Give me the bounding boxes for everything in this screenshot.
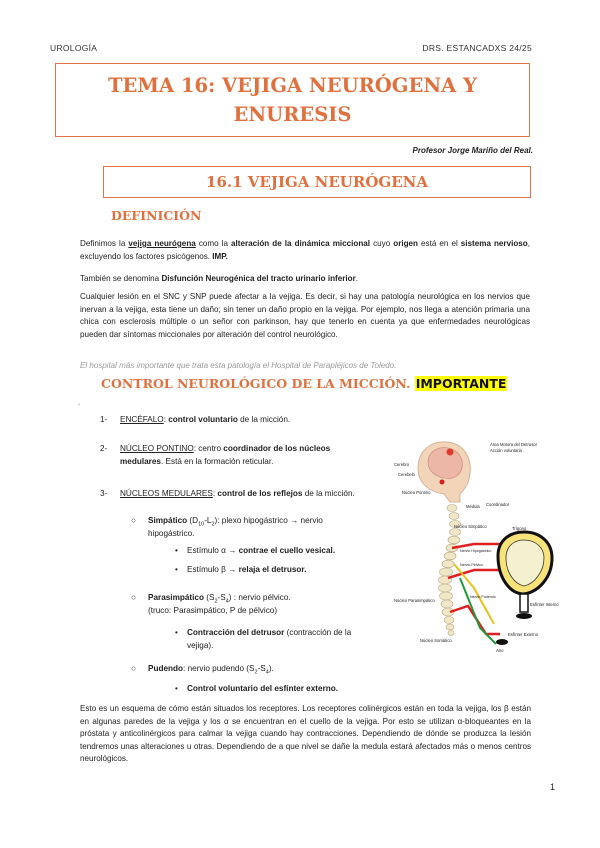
list-item-parasimpatico-truco: (truco: Parasimpático, P de pélvico) (148, 606, 278, 615)
urethra (520, 594, 528, 612)
list-item-parasimpatico: ○ Parasimpático $(S_2-S_4)$ : nervio pélvico. (131, 593, 291, 605)
neuro-control-figure (390, 428, 560, 668)
list-item-pudendo: ○ Pudendo: nervio pudendo $(S_2-S_4)$. (131, 664, 274, 676)
label-trigono: Trígono (512, 526, 527, 531)
bullet-icon: • (175, 684, 178, 693)
external-sphincter (516, 613, 532, 619)
receptors-summary: Esto es un esquema de cómo están situados los receptores. Los receptores colinérgicos están en toda la vejiga, los β están en algunas paredes de la vejiga y los α se encuentran en el cuello de la vejiga. Por esto se utilizan α-bloqueantes en la próstata y anticolinérgicos para calmar la vejiga cuando hay contracciones. Dependiendo de dónde se produzca la lesión tendremos unas alteraciones u otras. Dependiendo de a que nivel se dañe la medula estará afectados más o menos centros neurológicos. (80, 704, 531, 764)
list-item-alpha: • Estímulo α → contrae el cuello vesical. (175, 545, 335, 558)
title-box (55, 63, 530, 137)
list-item-nucleo-pontino: 2- NÚCLEO PONTINO: centro coordinador de los núcleos (100, 444, 331, 453)
label-nervio-pelvico: Nervio Pélvico (460, 563, 483, 567)
anus-mark (496, 639, 508, 645)
bullet-icon: • (175, 628, 178, 637)
control-heading: CONTROL NEUROLÓGICO DE LA MICCIÓN. IMPORTANTE (101, 376, 507, 391)
label-accion-voluntaria: Acción voluntaria (490, 448, 522, 453)
label-nucleo-parasimpatico: Núcleo Parasimpático (394, 598, 435, 603)
section-box (103, 166, 531, 198)
list-item-encefalo: 1- ENCÉFALO: control voluntario de la micción. (100, 415, 291, 424)
motor-area-mark (447, 449, 454, 456)
label-cerebelo: Cerebelo (398, 472, 415, 477)
bullet-icon: • (175, 546, 178, 555)
professor-name: Profesor Jorge Mariño del Real. (412, 146, 533, 155)
list-item-detrusor: • Contracción del detrusor (contracción de la (175, 627, 385, 640)
circle-bullet-icon: ○ (131, 516, 136, 525)
label-nervio-pudendo: Nervio Pudendo (470, 595, 496, 599)
label-nucleo-simpatico: Núcleo Simpático (454, 524, 487, 529)
circle-bullet-icon: ○ (131, 593, 136, 602)
hospital-note: El hospital más importante que trata esta patología el Hospital de Parapléjicos de Toledo. (80, 361, 397, 370)
section-title: 16.1 VEJIGA NEURÓGENA (206, 173, 428, 191)
definition-heading: DEFINICIÓN (111, 208, 202, 223)
pontine-nucleus-mark (440, 480, 445, 485)
list-item-nucleos-medulares: 3- NÚCLEOS MEDULARES: control de los reflejos de la micción. (100, 489, 355, 498)
definition-paragraph-1: Definimos la vejiga neurógena como la alteración de la dinámica miccional cuyo origen está en el sistema nervioso, excluyendo los factores psicógenos. IMP. (80, 239, 530, 261)
page-number: 1 (549, 782, 555, 792)
label-nervio-hipogastrico: Nervio Hipogástrico (460, 549, 492, 553)
label-ano: Ano (496, 648, 504, 653)
list-item-simpatico: ○ Simpático $(D_{10}-L_2)$: plexo hipogástrico → nervio (131, 516, 323, 528)
label-coordinador: Coordinador (486, 502, 510, 507)
list-item-detrusor-cont: vejiga). (187, 641, 214, 650)
label-nucleo-pontino: Núcleo Pontino (402, 490, 431, 495)
definition-paragraph-2: También se denomina Disfunción Neurogénica del tracto urinario inferior. (80, 274, 358, 283)
bullet-icon: • (175, 565, 178, 574)
label-esfinter-externo: Esfínter Externo (508, 632, 539, 637)
header-authors: DRS. ESTANCADXS 24/25 (422, 43, 532, 53)
neuro-control-diagram (390, 428, 560, 668)
title-line-1: TEMA 16: VEJIGA NEURÓGENA Y (108, 74, 477, 97)
list-item-esfinter: • Control voluntario del esfínter externo. (175, 683, 338, 696)
list-item-simpatico-cont: hipogástrico. (148, 529, 195, 538)
definition-paragraph-3: Cualquier lesión en el SNC y SNP puede afectar a la vejiga. Es decir, si hay una patología neurológica en los nervios que inervan a la vejiga, esta tiene un daño; sin tener un daño propio en la vejiga. Por ejemplo, nos llega a atención primaria una chica con esclerosis múltiple o un señor con parkinson, hay que tenerlo en cuenta ya que enfermedades neurológicas pueden dar síntomas miccionales por alteración del control neurológico. (80, 292, 530, 339)
circle-bullet-icon: ○ (131, 664, 136, 673)
label-esfinter-interno: Esfínter Interno (530, 602, 559, 607)
label-nucleo-somatico: Núcleo Somático (420, 638, 452, 643)
label-cerebro: Cerebro (394, 462, 410, 467)
small-dot-mark: ▪ (78, 402, 80, 408)
header-subject: UROLOGÍA (50, 43, 98, 53)
list-item-beta: • Estímulo β → relaja el detrusor. (175, 564, 306, 577)
important-highlight: IMPORTANTE (415, 376, 507, 391)
label-area-motora: Área Motora del Detrusor (490, 442, 538, 447)
title-line-2: ENURESIS (233, 103, 352, 126)
list-item-nucleo-pontino-cont: medulares. Está en la formación reticular. (120, 457, 274, 466)
label-medula: Médula (466, 504, 480, 509)
